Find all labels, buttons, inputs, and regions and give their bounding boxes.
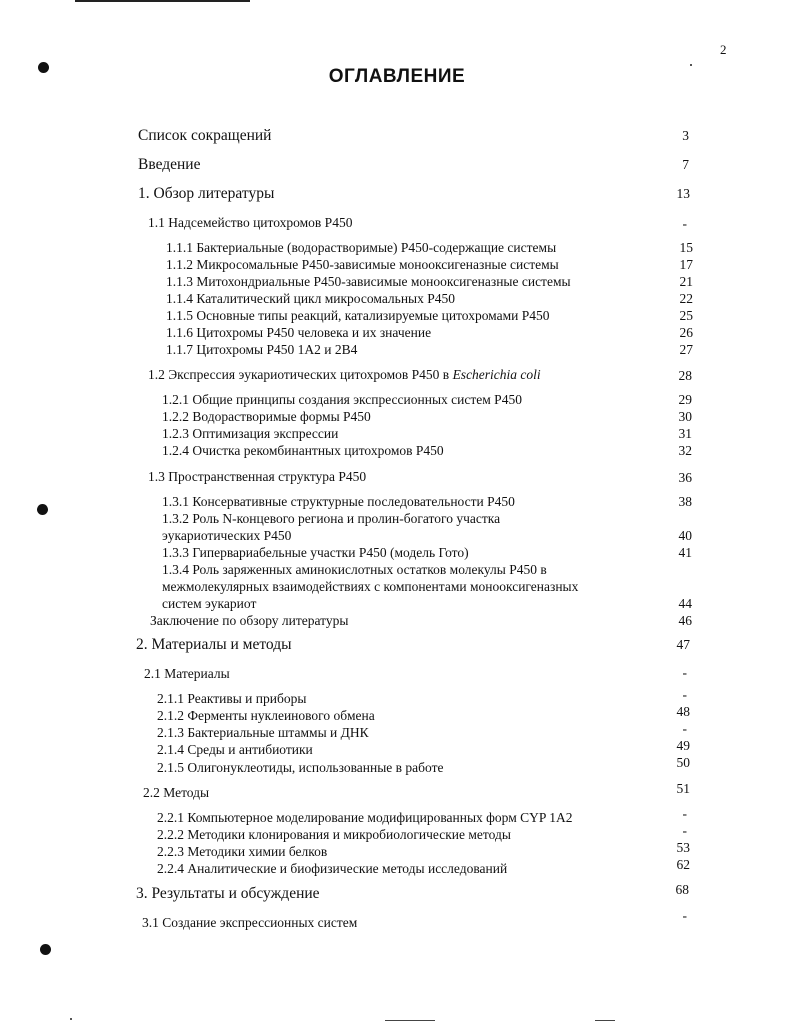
toc-entry-label: 1.2.2 Водорастворимые формы Р450 [162, 409, 371, 424]
toc-entry-label: 1.3 Пространственная структура Р450 [148, 469, 367, 484]
toc-entry-page: 22 [679, 291, 693, 306]
toc-entry-label: 1.3.2 Роль N-концевого региона и пролин-богатого участка [162, 511, 501, 526]
toc-entry-page: 28 [678, 368, 692, 383]
toc-entry-label: 1.2.1 Общие принципы создания экспрессионных систем Р450 [162, 392, 522, 407]
toc-entry-label: 2.2 Методы [143, 785, 210, 800]
toc-entry-page: 17 [679, 257, 693, 272]
toc-entry-label: 2. Материалы и методы [136, 636, 292, 653]
toc-entry-page: 15 [679, 240, 693, 255]
toc-entry-page: 25 [679, 308, 693, 323]
toc-entry-page: 40 [678, 528, 692, 543]
toc-entry-label: 1.2.3 Оптимизация экспрессии [162, 426, 339, 441]
toc-entry-label: Заключение по обзору литературы [150, 613, 349, 628]
toc-entry-page: 51 [676, 781, 690, 796]
toc-entry-page: 13 [676, 186, 690, 201]
toc-entry-page: 38 [678, 494, 692, 509]
toc-entry-page: 7 [682, 157, 689, 172]
toc-entry-page: - [682, 721, 687, 736]
toc-entry-page: 50 [676, 755, 690, 770]
toc-entry-page: - [682, 823, 687, 838]
punch-hole-mark [40, 944, 51, 955]
toc-entry-label: Введение [138, 156, 201, 173]
toc-entry-page: 48 [676, 704, 690, 719]
toc-entry-label: 1.1.3 Митохондриальные Р450-зависимые монооксигеназные системы [166, 274, 571, 289]
toc-entry-page: 47 [676, 637, 690, 652]
scan-bottom-mark [385, 1020, 435, 1021]
toc-entry-label: 2.2.1 Компьютерное моделирование модифицированных форм CYP 1A2 [157, 810, 573, 825]
scan-speck [70, 1018, 72, 1020]
toc-entry-page: 21 [679, 274, 693, 289]
toc-entry-page: 46 [678, 613, 692, 628]
toc-entry-label: 2.1.5 Олигонуклеотиды, использованные в работе [157, 760, 444, 775]
punch-hole-mark [37, 504, 48, 515]
toc-entry-label: систем эукариот [162, 596, 257, 611]
toc-entry-page: 26 [679, 325, 693, 340]
toc-entry-label: 1.3.3 Гипервариабельные участки Р450 (модель Гото) [162, 545, 469, 560]
toc-entry-label-text: 1.2 Экспрессия эукариотических цитохромов Р450 в [148, 367, 453, 382]
toc-entry-label [148, 367, 541, 383]
toc-entry-page: 49 [676, 738, 690, 753]
toc-entry-label: 2.1.3 Бактериальные штаммы и ДНК [157, 725, 369, 740]
page-title: ОГЛАВЛЕНИЕ [328, 66, 466, 87]
toc-entry-page: 29 [678, 392, 692, 407]
toc-entry-label: 1.1.6 Цитохромы Р450 человека и их значение [166, 325, 432, 340]
toc-entry-label: 1.2.4 Очистка рекомбинантных цитохромов Р450 [162, 443, 444, 458]
toc-entry-page: 31 [678, 426, 692, 441]
toc-entry-label: 3.1 Создание экспрессионных систем [142, 915, 358, 930]
toc-entry-label: 1.1 Надсемейство цитохромов Р450 [148, 215, 353, 230]
toc-entry-label: межмолекулярных взаимодействиях с компонентами монооксигеназных [162, 579, 579, 594]
toc-entry-label: 3. Результаты и обсуждение [136, 885, 320, 902]
toc-entry-label: 2.2.4 Аналитические и биофизические методы исследований [157, 861, 508, 876]
toc-entry-label: 1.1.7 Цитохромы Р450 1А2 и 2В4 [166, 342, 358, 357]
toc-entry-label: 2.1.4 Среды и антибиотики [157, 742, 313, 757]
toc-entry-page: 32 [678, 443, 692, 458]
toc-entry-page: 41 [678, 545, 692, 560]
toc-entry-label: эукариотических Р450 [162, 528, 292, 543]
toc-entry-page: - [682, 908, 687, 923]
page-number: 2 [720, 42, 727, 57]
toc-entry-page: 44 [678, 596, 692, 611]
toc-entry-page: 62 [676, 857, 690, 872]
toc-entry-label: 1.1.5 Основные типы реакций, катализируемые цитохромами Р450 [166, 308, 550, 323]
toc-entry-label: 2.2.3 Методики химии белков [157, 844, 328, 859]
toc-entry-label: 2.1.1 Реактивы и приборы [157, 691, 307, 706]
toc-entry-page: 30 [678, 409, 692, 424]
toc-entry-label: 2.1.2 Ферменты нуклеинового обмена [157, 708, 375, 723]
organism-name: Escherichia coli [452, 367, 541, 382]
toc-entry-label: 1.1.4 Каталитический цикл микросомальных Р450 [166, 291, 455, 306]
scan-bottom-mark [595, 1020, 615, 1021]
toc-entry-page: 53 [676, 840, 690, 855]
toc-entry-page: 3 [682, 128, 689, 143]
toc-entry-page: - [682, 216, 687, 231]
toc-entry-label: 1.1.2 Микросомальные Р450-зависимые монооксигеназные системы [166, 257, 559, 272]
toc-entry-page: - [682, 665, 687, 680]
toc-entry-page: - [682, 806, 687, 821]
toc-entry-page: - [682, 687, 687, 702]
toc-entry-label: 1.3.1 Консервативные структурные последовательности Р450 [162, 494, 515, 509]
toc-entry-page: 68 [675, 882, 689, 897]
toc-entry-page: 36 [678, 470, 692, 485]
toc-entry-label: 1.1.1 Бактериальные (водорастворимые) Р450-содержащие системы [166, 240, 557, 255]
toc-entry-label: 1. Обзор литературы [138, 185, 275, 202]
toc-entry-label: 1.3.4 Роль заряженных аминокислотных остатков молекулы Р450 в [162, 562, 547, 577]
toc-entry-page: 27 [679, 342, 693, 357]
toc-entry-label: Список сокращений [138, 127, 272, 144]
scan-top-rule [75, 0, 250, 2]
toc-entry-label: 2.2.2 Методики клонирования и микробиологические методы [157, 827, 511, 842]
toc-entry-label: 2.1 Материалы [144, 666, 230, 681]
